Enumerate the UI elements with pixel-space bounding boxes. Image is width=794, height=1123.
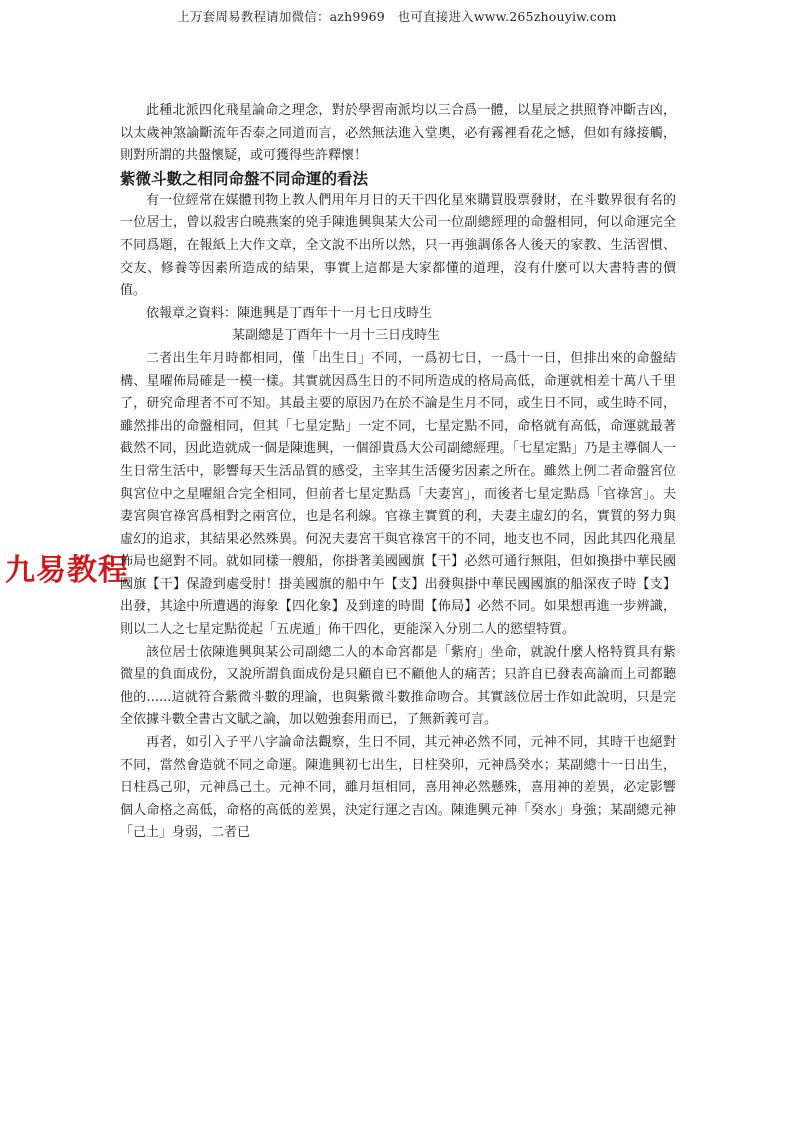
section-title: 紫微斗數之相同命盤不同命運的看法 <box>120 169 369 188</box>
watermark-logo: 九易教程 <box>5 553 129 588</box>
page-header: 上万套周易教程请加微信：azh9969 也可直接进入www.265zhouyiw.com <box>177 9 617 24</box>
paragraph-birth-manager: 某副總是丁酉年十一月十三日戌時生 <box>232 328 441 344</box>
paragraph-4: 再者，如引入子平八字論命法觀察，生日不同，其元神必然不同，元神不同，其時干也絕對不同，當然會造就不同之命運。陳進興初七出生，日柱癸卯，元神爲癸水；某副總十一日出生，日柱爲己卯，元神爲己土。元神不同，雖月垣相同，喜用神必然懸殊，喜用神的差異，必定影響個人命格之高低，命格的高低的差異，決定行運之吉凶。陳進興元神「癸水」身強；某副總元神「己土」身弱，二者已 <box>120 735 676 841</box>
paragraph-3: 該位居士依陳進興與某公司副總二人的本命宮都是「紫府」坐命，就說什麼人格特質具有紫微星的負面成份，又說所謂負面成份是只顧自已不顧他人的痛苦；只許自已發表高論而上司都聽他的......這就符合紫微斗數的理論，也與紫微斗數推命吻合。其實該位居士作如此說明，只是完全依據斗數全書古文賦之論，加以勉強套用而已，了無新義可言。 <box>120 644 676 728</box>
paragraph-2: 二者出生年月時都相同，僅「出生日」不同，一爲初七日，一爲十一日，但排出來的命盤結構、星曜佈局確是一模一樣。其實就因爲生日的不同所造成的格局高低，命運就相差十萬八千里了，研究命理者不可不知。其最主要的原因乃在於不論是生月不同，或生日不同，或生時不同，雖然排出的命盤相同，但其「七星定點」一定不同，七星定點不同，命格就有高低，命運就最著截然不同，因此造就成一個是陳進興，一個卻貴爲大公司副總經理。「七星定點」乃是主導個人一生日常生活中，影響每天生活品質的感受，主宰其生活優劣因素之所在。雖然上例二者命盤宮位與宮位中之星曜組合完全相同，但前者七星定點爲「夫妻宮」，而後者七星定點爲「官祿宮」。夫妻宮與官祿宮爲相對之兩宮位，也是名利線。官祿主實質的利，夫妻主虛幻的名，實質的努力與虛幻的追求，其結果必然殊異。何況夫妻宮干與官祿宮干的不同，地支也不同，因此其四化飛星佈局也絕對不同。就如同樣一艘船，你掛著美國國旗【干】必然可通行無阻，但如換掛中華民國國旗【干】保證到處受肘！掛美國旗的船中午【支】出發與掛中華民國國旗的船深夜子時【支】出發，其途中所遭遇的海象【四化象】及到達的時間【佈局】必然不同。如果想再進一步辨識，則以二人之七星定點從起「五虎遁」佈干四化，更能深入分別二人的慾望特質。 <box>120 350 676 638</box>
document-body <box>120 100 676 845</box>
paragraph-birth-chen: 依報章之資料：陳進興是丁酉年十一月七日戌時生 <box>146 305 433 321</box>
intro-paragraph: 此種北派四化飛星論命之理念，對於學習南派均以三合爲一體，以星辰之拱照脊冲斷吉凶，以太歲神煞論斷流年否泰之同道而言，必然無法進入堂奧，必有霧裡看花之憾，但如有緣接觸，則對所謂的共盤懷疑，或可獲得些許釋懷！ <box>120 103 676 164</box>
paragraph-1: 有一位經常在媒體刊物上教人們用年月日的天干四化星來購買股票發財，在斗數界很有名的一位居士，曾以殺害白曉燕案的兇手陳進興與某大公司一位副總經理的命盤相同，何以命運完全不同爲題，在報紙上大作文章，全文說不出所以然，只一再強調係各人後天的家教、生活習慣、交友、修養等因素所造成的結果，事實上這都是大家都懂的道理，沒有什麼可以大書特書的價值。 <box>120 192 676 299</box>
